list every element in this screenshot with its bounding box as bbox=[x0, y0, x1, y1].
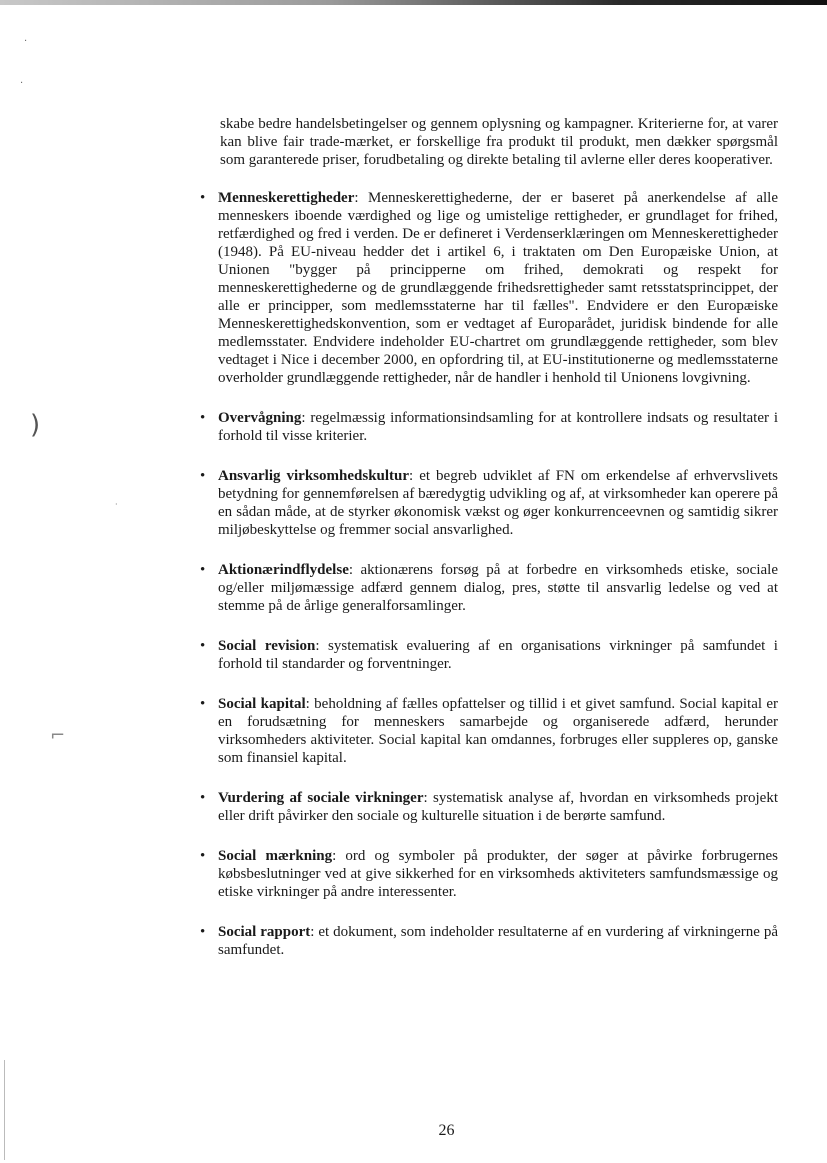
page-number: 26 bbox=[438, 1122, 455, 1139]
glossary-term: Social revision bbox=[218, 638, 316, 654]
bullet-icon: • bbox=[200, 410, 206, 426]
glossary-term: Social rapport bbox=[218, 924, 311, 940]
scan-speck: · bbox=[20, 78, 24, 89]
bullet-icon: • bbox=[200, 190, 206, 206]
glossary-definition: : regelmæssig informationsindsamling for at kontrollere indsats og resultater i forhold til visse kriterier. bbox=[218, 410, 778, 444]
punch-hole-mark: ⌐ bbox=[50, 725, 66, 746]
glossary-definition: : ord og symboler på produkter, der søger at påvirke forbrugernes købsbeslutninger ved at give sikkerhed for en virksomheds aktiviteters samfundsmæssige og etiske virkninger på andre interessenter. bbox=[218, 848, 778, 900]
glossary-entry-social-kapital bbox=[200, 695, 778, 767]
glossary-definition: : beholdning af fælles opfattelser og tillid i et givet samfund. Social kapital er en forudsætning for menneskers samarbejde og organiserede adfærd, herunder virksomheders aktiviteter. Social kapital kan omdannes, forbruges eller suppleres op, ganske som finansiel kapital. bbox=[218, 696, 778, 766]
glossary-entry-ansvarlig-virksomhedskultur bbox=[200, 467, 778, 539]
scan-speck: · bbox=[24, 36, 28, 47]
intro-paragraph: skabe bedre handelsbetingelser og gennem oplysning og kampagner. Kriterierne for, at varer kan blive fair trade-mærket, er forskellige fra produkt til produkt, men dækker spørgsmål som garanterede priser, forudbetaling og direkte betaling til avlerne eller deres kooperativer. bbox=[220, 116, 778, 168]
glossary-entry-vurdering-af-sociale-virkninger bbox=[200, 789, 778, 825]
bullet-icon: • bbox=[200, 468, 206, 484]
glossary-term: Aktionærindflydelse bbox=[218, 562, 349, 578]
scan-edge-line bbox=[4, 1060, 5, 1160]
bullet-icon: • bbox=[200, 562, 206, 578]
glossary-entry-overvaagning bbox=[200, 409, 778, 445]
glossary-definition: : systematisk analyse af, hvordan en virksomheds projekt eller drift påvirker den sociale og kulturelle situation i de berørte samfund. bbox=[218, 790, 778, 824]
bullet-icon: • bbox=[200, 638, 206, 654]
glossary-term: Overvågning bbox=[218, 410, 302, 426]
glossary-definition: : Menneskerettighederne, der er baseret på anerkendelse af alle menneskers iboende værdighed og lige og umistelige rettigheder, er grundlaget for frihed, retfærdighed og fred i verden. De er defineret i Verdenserklæringen om Menneskerettigheder (1948). På EU-niveau hedder det i artikel 6, i traktaten om Den Europæiske Union, at Unionen "bygger på principperne om frihed, demokrati og respekt for menneskerettighederne og de grundlæggende frihedsrettigheder samt retsstatsprincippet, der alle er principper, som medlemsstaterne har til fælles". Endvidere er den Europæiske Menneskerettighedskonvention, som er vedtaget af Europarådet, juridisk bindende for alle medlemsstater. Endvidere indeholder EU-chartret om grundlæggende rettigheder, som blev vedtaget i Nice i december 2000, en opfordring til, at EU-institutionerne og medlemsstaterne overholder grundlæggende rettigheder, når de handler i henhold til Unionens lovgivning. bbox=[218, 190, 778, 386]
glossary-term: Social mærkning bbox=[218, 848, 333, 864]
glossary-definition: : et dokument, som indeholder resultaterne af en vurdering af virkningerne på samfundet. bbox=[218, 924, 778, 958]
glossary-entry-menneskerettigheder bbox=[200, 189, 778, 387]
bullet-icon: • bbox=[200, 696, 206, 712]
page-top-border bbox=[0, 0, 827, 5]
scan-speck: · bbox=[115, 500, 118, 509]
glossary-term: Menneskerettigheder bbox=[218, 190, 355, 206]
glossary-definition: : aktionærens forsøg på at forbedre en virksomheds etiske, sociale og/eller miljømæssige adfærd gennem dialog, pres, støtte til ansvarlig ledelse og ved at stemme på de årlige generalforsamlinger. bbox=[218, 562, 778, 614]
glossary-term: Social kapital bbox=[218, 696, 306, 712]
bullet-icon: • bbox=[200, 790, 206, 806]
glossary-entry-social-rapport bbox=[200, 923, 778, 959]
bullet-icon: • bbox=[200, 924, 206, 940]
glossary-definition: : systematisk evaluering af en organisations virkninger på samfundet i forhold til standarder og forventninger. bbox=[218, 638, 778, 672]
glossary-term: Ansvarlig virksomhedskultur bbox=[218, 468, 410, 484]
glossary-term: Vurdering af sociale virkninger bbox=[218, 790, 424, 806]
glossary-definition: : et begreb udviklet af FN om erkendelse af erhvervslivets betydning for gennemførelsen af bæredygtig udvikling og af, at virksomheder kan operere på en sådan måde, at de styrker økonomisk vækst og øger konkurrenceevnen og samtidig sikrer miljøbeskyttelse og fremmer social ansvarlighed. bbox=[218, 468, 778, 538]
punch-hole-mark: ) bbox=[30, 410, 41, 440]
glossary-entry-social-maerkning bbox=[200, 847, 778, 901]
glossary-entry-aktionaerindflydelse bbox=[200, 561, 778, 615]
glossary-entry-social-revision bbox=[200, 637, 778, 673]
document-body bbox=[200, 100, 778, 981]
bullet-icon: • bbox=[200, 848, 206, 864]
